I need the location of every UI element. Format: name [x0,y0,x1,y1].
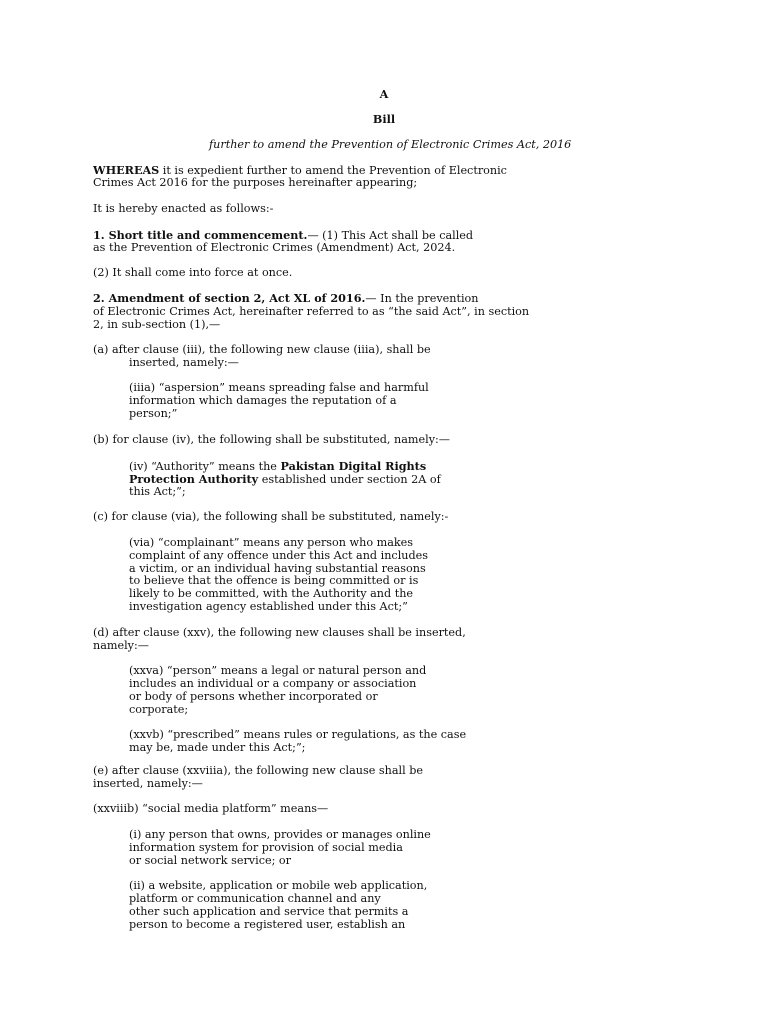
clause-a-quote-3: person;” [129,407,178,420]
heading-a: A [379,87,389,101]
clause-a-line-1: (a) after clause (iii), the following new clause (iiia), shall be [93,343,431,356]
clause-c-quote-5: likely to be committed, with the Authority and the [129,587,414,600]
clause-a-quote-1: (iiia) “aspersion” means spreading false and harmful [129,381,429,394]
section-2-line-1 [93,292,479,306]
whereas-line-2: Crimes Act 2016 for the purposes hereinafter appearing; [93,176,418,189]
section-1-line-2: as the Prevention of Electronic Crimes (Amendment) Act, 2024. [93,241,456,254]
clause-e-item-i-2: information system for provision of social media [129,841,403,854]
clause-e-item-ii-1: (ii) a website, application or mobile web application, [129,879,428,892]
clause-e-definition: (xxviiib) “social media platform” means— [93,802,329,815]
clause-d-quote-2: includes an individual or a company or association [129,677,417,690]
clause-d-quote-6: may be, made under this Act;”; [129,741,306,754]
clause-e-line-2: inserted, namely:— [93,777,203,790]
clause-d-line-1: (d) after clause (xxv), the following new clauses shall be inserted, [93,626,466,639]
clause-d-quote-5: (xxvb) “prescribed” means rules or regulations, as the case [129,728,467,741]
section-2-heading: 2. Amendment of section 2, Act XL of 2016. [93,291,366,305]
clause-c-line-1: (c) for clause (via), the following shall be substituted, namely:- [93,510,449,523]
clause-c-quote-3: a victim, or an individual having substantial reasons [129,562,426,575]
clause-c-quote-1: (via) “complainant” means any person who makes [129,536,414,549]
whereas-text: it is expedient further to amend the Prevention of Electronic [159,164,507,177]
clause-d-quote-4: corporate; [129,703,189,716]
section-1-subsection-2: (2) It shall come into force at once. [93,266,293,279]
enacted-clause: It is hereby enacted as follows:- [93,202,274,215]
clause-d-quote-1: (xxva) “person” means a legal or natural person and [129,664,427,677]
clause-b-quote-2-text: established under section 2A of [258,473,441,486]
section-1-text: — (1) This Act shall be called [307,229,474,242]
clause-b-line-1: (b) for clause (iv), the following shall be substituted, namely:— [93,433,450,446]
clause-d-line-2: namely:— [93,639,149,652]
section-1-heading: 1. Short title and commencement. [93,228,308,242]
clause-e-item-ii-2: platform or communication channel and any [129,892,381,905]
clause-e-item-ii-4: person to become a registered user, establish an [129,918,406,931]
clause-a-line-2: inserted, namely:— [129,356,239,369]
bill-subtitle: further to amend the Prevention of Electronic Crimes Act, 2016 [209,138,572,151]
clause-c-quote-4: to believe that the offence is being committed or is [129,574,419,587]
authority-name-part-2: Protection Authority [129,472,259,486]
section-2-line-2: of Electronic Crimes Act, hereinafter referred to as “the said Act”, in section [93,305,530,318]
authority-name-part-1: Pakistan Digital Rights [280,459,427,473]
section-2-text: — In the prevention [365,292,479,305]
section-2-line-3: 2, in sub-section (1),— [93,318,221,331]
clause-c-quote-2: complaint of any offence under this Act and includes [129,549,429,562]
clause-c-quote-6: investigation agency established under this Act;” [129,600,408,613]
heading-bill: Bill [372,112,396,126]
clause-d-quote-3: or body of persons whether incorporated or [129,690,378,703]
clause-b-quote-3: this Act;”; [129,485,186,498]
clause-b-quote-1-text: (iv) “Authority” means the [129,460,281,473]
whereas-lead: WHEREAS [93,163,160,177]
clause-e-item-i-1: (i) any person that owns, provides or manages online [129,828,431,841]
clause-e-item-i-3: or social network service; or [129,854,291,867]
clause-a-quote-2: information which damages the reputation of a [129,394,397,407]
clause-e-line-1: (e) after clause (xxviiia), the following new clause shall be [93,764,423,777]
clause-e-item-ii-3: other such application and service that permits a [129,905,409,918]
